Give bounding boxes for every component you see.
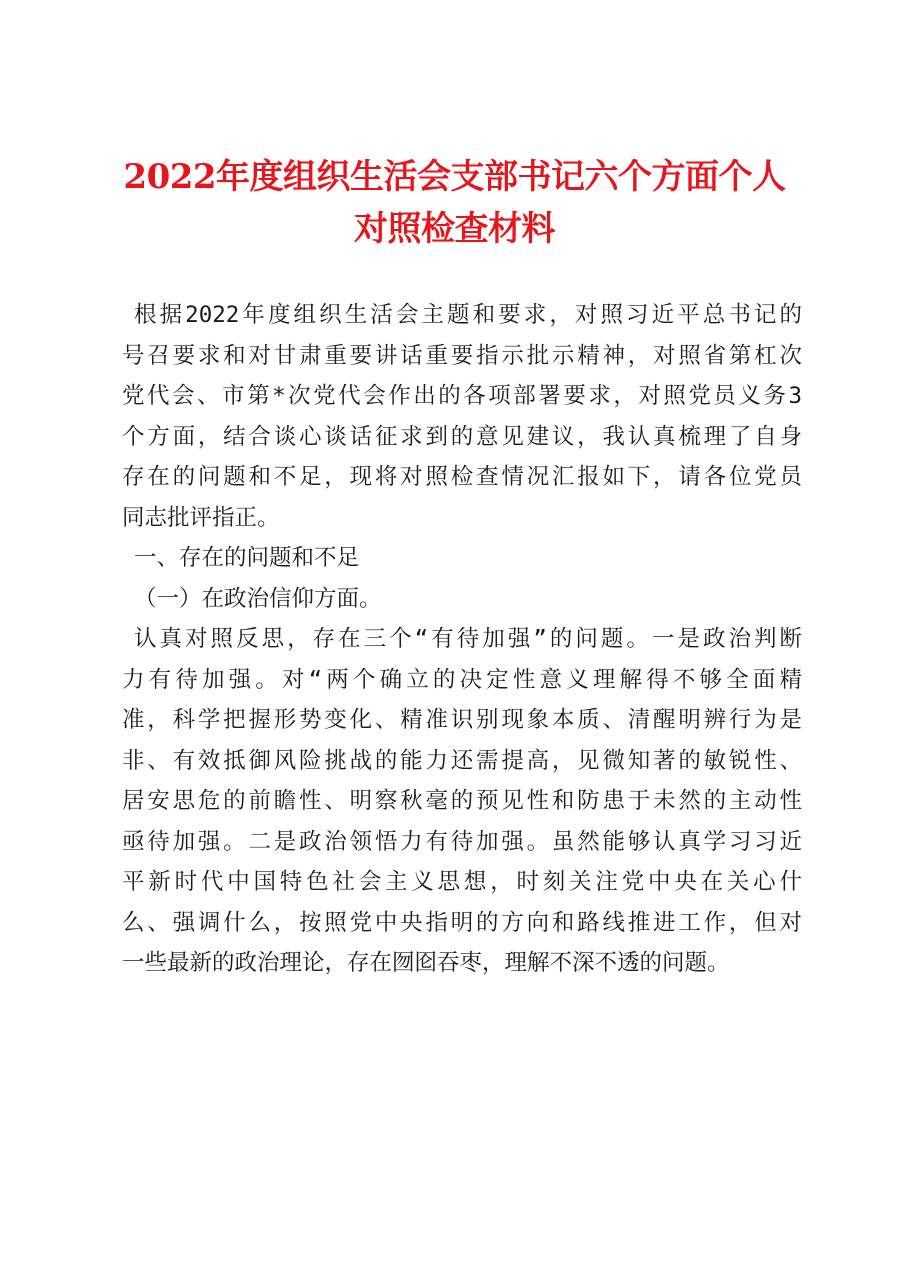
paragraph-line: 么、强调什么，按照党中央指明的方向和路线推进工作，但对 [122,909,802,936]
paragraph-line: 存在的问题和不足，现将对照检查情况汇报如下，请各位党员 [122,464,802,490]
paragraph-political-belief [122,619,802,984]
paragraph-line: 力有待加强。对“两个确立的决定性意义理解得不够全面精 [122,666,802,693]
document-title-line-2: 对照检查材料 [354,209,555,249]
paragraph-line: 根据2022年度组织生活会主题和要求，对照习近平总书记的 [134,302,802,328]
paragraph-line: 非、有效抵御风险挑战的能力还需提高，见微知著的敏锐性、 [122,747,802,774]
paragraph-line: 党代会、市第*次党代会作出的各项部署要求，对照党员义务3 [122,383,802,409]
section-heading-problems: 一、存在的问题和不足 [134,545,360,571]
subsection-heading-political-belief: （一）在政治信仰方面。 [134,585,382,612]
paragraph-line: 号召要求和对甘肃重要讲话重要指示批示精神，对照省第杠次 [122,342,802,369]
document-body [122,295,802,984]
paragraph-line: 亟待加强。二是政治领悟力有待加强。虽然能够认真学习习近 [122,828,802,855]
paragraph-intro [122,295,802,538]
paragraph-line: 同志批评指正。 [122,504,280,531]
paragraph-line: 个方面，结合谈心谈话征求到的意见建议，我认真梳理了自身 [122,423,802,450]
paragraph-line: 居安思危的前瞻性、明察秋毫的预见性和防患于未然的主动性 [122,788,802,814]
paragraph-line: 认真对照反思，存在三个“有待加强”的问题。一是政治判断 [134,626,802,652]
paragraph-line: 一些最新的政治理论，存在囫囵吞枣，理解不深不透的问题。 [122,950,730,976]
paragraph-line: 准，科学把握形势变化、精准识别现象本质、清醒明辨行为是 [122,707,802,733]
paragraph-line: 平新时代中国特色社会主义思想，时刻关注党中央在关心什 [122,869,802,895]
document-title-line-1: 2022年度组织生活会支部书记六个方面个人 [123,157,786,197]
